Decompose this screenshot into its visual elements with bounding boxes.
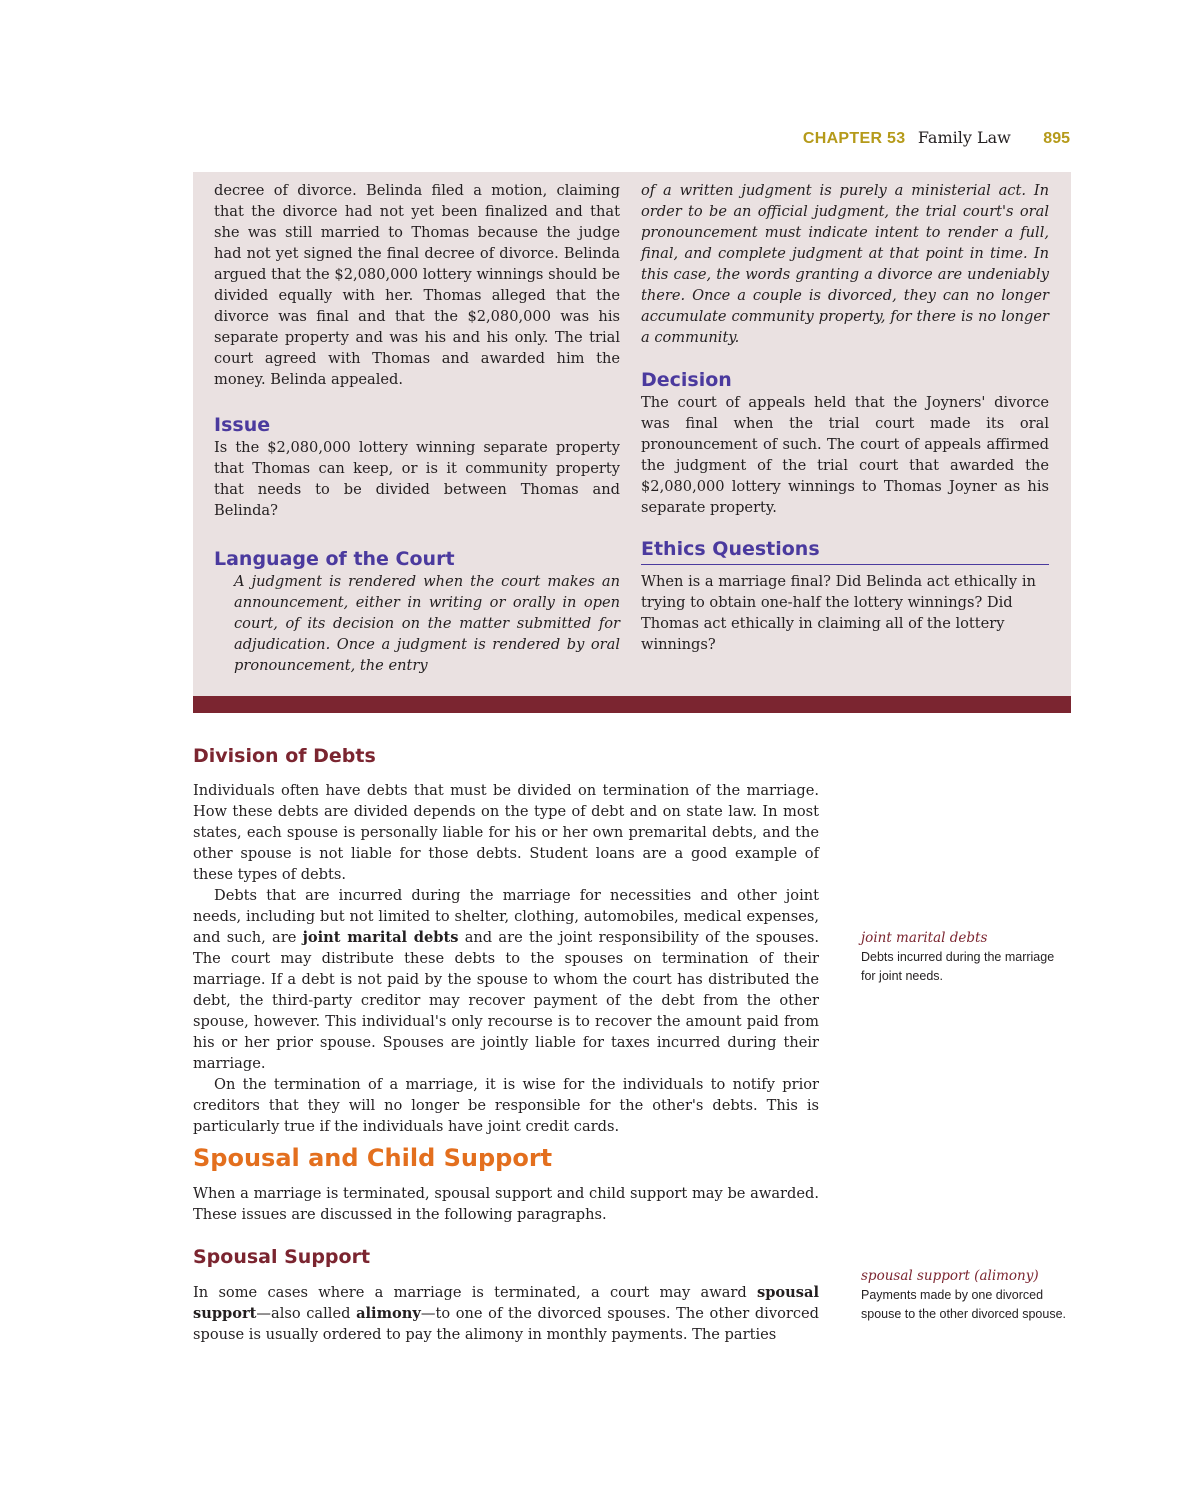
intro-text: When a marriage is terminated, spousal support and child support may be awarded. These issues are discussed in the following paragraphs. (193, 1185, 819, 1223)
spousal-child-support-heading: Spousal and Child Support (193, 1144, 553, 1172)
case-right-column (641, 180, 1049, 655)
page-number: 895 (1043, 130, 1070, 147)
margin-note-joint-marital-debts (861, 929, 1071, 986)
language-text-right: of a written judgment is purely a ministerial act. In order to be an official judgment, the trial court's oral pronouncement must indicate intent to render a full, final, and complete judgment at that point in time. In this case, the words granting a divorce are undeniably there. Once a couple is divorced, they can no longer accumulate community property, for there is no longer a community. (641, 182, 1049, 346)
running-header (803, 128, 1070, 148)
language-heading: Language of the Court (214, 548, 455, 570)
chapter-title: Family Law (917, 128, 1011, 147)
margin-term: spousal support (alimony) (861, 1268, 1039, 1284)
margin-term: joint marital debts (861, 930, 988, 946)
term-spousal-support: spousal support (193, 1284, 819, 1322)
ss-text-c: —to one of the divorced spouses. The other divorced spouse is usually ordered to pay the alimony in monthly payments. The parties (193, 1305, 819, 1343)
debts-p2-text-b: and are the joint responsibility of the spouses. The court may distribute these debts to the spouses on termination of their marriage. If a debt is not paid by the spouse to whom the court has distributed the debt, the third-party creditor may recover payment of the debt from the other spouse, however. This individual's only recourse is to recover the amount paid from his or her prior spouse. Spouses are jointly liable for taxes incurred during their marriage. (193, 929, 819, 1072)
division-of-debts-heading: Division of Debts (193, 745, 376, 767)
debts-paragraph-3: On the termination of a marriage, it is wise for the individuals to notify prior creditors that they will no longer be responsible for the other's debts. This is particularly true if the individuals have joint credit cards. (193, 1076, 819, 1135)
spousal-support-heading: Spousal Support (193, 1246, 371, 1268)
decision-text: The court of appeals held that the Joyners' divorce was final when the trial court made its oral pronouncement of such. The court of appeals affirmed the judgment of the trial court that awarded the $2,080,000 lottery winnings to Thomas Joyner as his separate property. (641, 394, 1049, 516)
case-box-bottom-bar (193, 696, 1071, 713)
spousal-child-support-intro (193, 1183, 819, 1225)
spousal-support-body (193, 1282, 819, 1345)
debts-paragraph-2 (193, 885, 819, 1074)
issue-text: Is the $2,080,000 lottery winning separate property that Thomas can keep, or is it community property that needs to be divided between Thomas and Belinda? (214, 439, 620, 519)
ss-text-a: In some cases where a marriage is terminated, a court may award (193, 1284, 758, 1301)
spousal-support-paragraph (193, 1282, 819, 1345)
language-text-left: A judgment is rendered when the court makes an announcement, either in writing or orally in open court, of its decision on the matter submitted for adjudication. Once a judgment is rendered by oral pronouncement, the entry (234, 573, 620, 674)
term-alimony: alimony (356, 1305, 421, 1322)
margin-note-spousal-support (861, 1267, 1071, 1324)
margin-definition: Debts incurred during the marriage for joint needs. (861, 950, 1055, 983)
ss-text-b: —also called (256, 1305, 357, 1322)
debts-paragraph-1: Individuals often have debts that must be divided on termination of the marriage. How these debts are divided depends on the type of debt and on state law. In most states, each spouse is personally liable for his or her own premarital debts, and the other spouse is not liable for those debts. Student loans are a good example of these types of debts. (193, 782, 819, 883)
decision-heading: Decision (641, 369, 732, 391)
division-of-debts-body (193, 780, 819, 1137)
case-facts-text: decree of divorce. Belinda filed a motion, claiming that the divorce had not yet been finalized and that she was still married to Thomas because the judge had not yet signed the final decree of divorce. Belinda argued that the $2,080,000 lottery winnings should be divided equally with her. Thomas alleged that the divorce was final and that the $2,080,000 was his separate property and was his and his only. The trial court agreed with Thomas and awarded him the money. Belinda appealed. (214, 182, 620, 388)
case-left-column (214, 180, 620, 676)
term-joint-marital-debts: joint marital debts (302, 929, 459, 946)
chapter-label: CHAPTER 53 (802, 130, 906, 147)
debts-p2-text-a: Debts that are incurred during the marriage for necessities and other joint needs, including but not limited to shelter, clothing, automobiles, medical expenses, and such, are (193, 887, 819, 946)
ethics-text: When is a marriage final? Did Belinda act ethically in trying to obtain one-half the lottery winnings? Did Thomas act ethically in claiming all of the lottery winnings? (641, 573, 1036, 653)
issue-heading: Issue (214, 414, 271, 436)
margin-definition: Payments made by one divorced spouse to the other divorced spouse. (861, 1288, 1066, 1321)
ethics-heading: Ethics Questions (641, 537, 1049, 565)
